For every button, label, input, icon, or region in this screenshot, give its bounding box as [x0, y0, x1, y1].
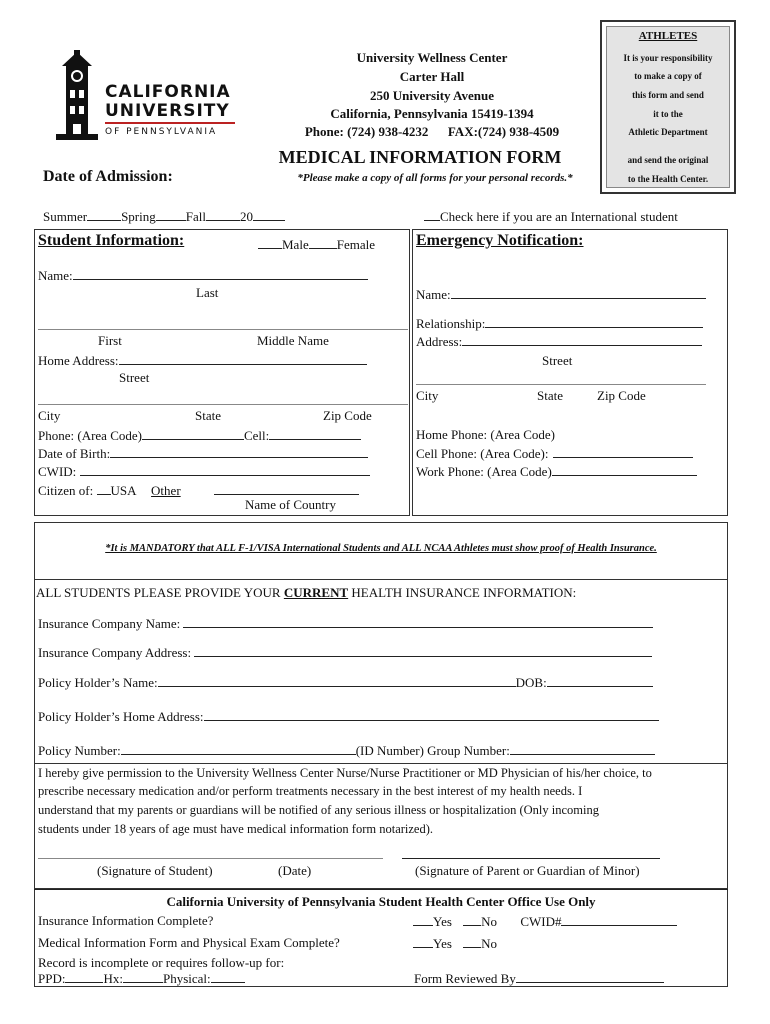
ins-company-name-field[interactable] — [183, 615, 653, 628]
student-name-row — [38, 267, 368, 284]
phone-label: Phone: (Area Code) — [38, 428, 142, 443]
athletes-l7: to the Health Center. — [627, 174, 709, 184]
international-check-blank[interactable] — [424, 208, 440, 221]
permission-l3: understand that my parents or guardians will be notified of any serious illness or hospitalization (Only incoming — [38, 803, 599, 817]
all-students-heading: ALL STUDENTS PLEASE PROVIDE YOUR CURRENT HEALTH INSURANCE INFORMATION: — [36, 585, 577, 600]
em-cell-phone-field[interactable] — [553, 445, 693, 458]
med-no-blank[interactable] — [463, 935, 481, 948]
form-title: MEDICAL INFORMATION FORM — [278, 147, 562, 167]
em-cell-phone-row — [416, 445, 693, 462]
header-line5: Phone: (724) 938-4232 FAX:(724) 938-4509 — [304, 124, 560, 139]
state-label: State — [195, 408, 221, 423]
holder-dob-label: DOB: — [515, 675, 547, 690]
cell-field[interactable] — [269, 427, 361, 440]
city-label: City — [38, 408, 61, 423]
other-label: Other — [151, 483, 181, 498]
em-home-phone-label: Home Phone: (Area Code) — [416, 427, 555, 442]
em-address-row — [416, 333, 702, 350]
summer-label: Summer — [43, 209, 88, 224]
ins-yes-label: Yes — [433, 914, 452, 929]
med-complete-options — [413, 935, 497, 952]
signature-student-label: (Signature of Student) — [97, 863, 213, 878]
em-address-divider — [416, 384, 706, 385]
athletes-notice-box — [600, 20, 736, 194]
spring-blank[interactable] — [156, 208, 186, 221]
em-work-phone-row — [416, 463, 697, 480]
athletes-l2: to make a copy of — [634, 71, 702, 81]
male-label: Male — [282, 237, 309, 252]
followup-row — [38, 970, 245, 987]
holder-name-row — [38, 674, 653, 691]
physical-label: Physical: — [162, 971, 211, 986]
incomplete-label: Record is incomplete or requires follow-up for: — [38, 955, 285, 970]
dob-row — [38, 445, 368, 462]
header-line3: 250 University Avenue — [370, 88, 494, 103]
med-no-label: No — [481, 936, 498, 951]
year-blank[interactable] — [253, 208, 285, 221]
athletes-title: ATHLETES — [638, 30, 698, 42]
header-line4: California, Pennsylvania 15419-1394 — [330, 106, 534, 121]
usa-blank[interactable] — [97, 482, 111, 495]
semester-row — [43, 208, 285, 225]
male-blank[interactable] — [258, 236, 282, 249]
logo-line2: UNIVERSITY — [105, 101, 230, 121]
permission-l2: prescribe necessary medication and/or perform treatments necessary in the best interest of my health needs. I — [38, 784, 583, 798]
ins-company-name-row — [38, 615, 653, 632]
em-name-row — [416, 286, 706, 303]
ins-company-address-label: Insurance Company Address: — [38, 645, 192, 660]
summer-blank[interactable] — [87, 208, 121, 221]
ins-no-label: No — [481, 914, 498, 929]
gender-row — [258, 236, 375, 253]
athletes-l3: this form and send — [632, 90, 704, 100]
athletes-l4: it to the — [653, 109, 683, 119]
ins-company-address-field[interactable] — [194, 644, 652, 657]
ins-complete-options — [413, 913, 677, 930]
country-field[interactable] — [214, 482, 359, 495]
ins-company-name-label: Insurance Company Name: — [38, 616, 181, 631]
ppd-field[interactable] — [65, 970, 103, 983]
home-address-label: Home Address: — [38, 353, 119, 368]
street-label: Street — [119, 370, 150, 385]
home-address-field[interactable] — [119, 352, 367, 365]
em-state-label: State — [537, 388, 563, 403]
em-address-field[interactable] — [462, 333, 702, 346]
group-number-field[interactable] — [510, 742, 655, 755]
international-row — [424, 208, 678, 225]
insurance-box — [34, 580, 728, 764]
last-label: Last — [196, 285, 219, 300]
em-cell-phone-label: Cell Phone: (Area Code): — [416, 446, 549, 461]
em-relationship-row — [416, 315, 703, 332]
reviewed-label: Form Reviewed By — [414, 971, 516, 986]
ins-company-address-row — [38, 644, 652, 661]
em-work-phone-label: Work Phone: (Area Code) — [416, 464, 552, 479]
usa-label: USA — [110, 483, 136, 498]
policy-number-field[interactable] — [121, 742, 356, 755]
med-yes-blank[interactable] — [413, 935, 433, 948]
phone-field[interactable] — [142, 427, 244, 440]
fall-blank[interactable] — [206, 208, 240, 221]
em-street-label: Street — [542, 353, 573, 368]
zip-label: Zip Code — [323, 408, 372, 423]
group-number-label: (ID Number) Group Number: — [355, 743, 510, 758]
hx-label: Hx: — [103, 971, 123, 986]
header-line2: Carter Hall — [399, 69, 465, 84]
holder-address-label: Policy Holder’s Home Address: — [38, 709, 204, 724]
em-city-label: City — [416, 388, 439, 403]
logo-rule — [105, 122, 235, 124]
permission-l1: I hereby give permission to the University Wellness Center Nurse/Nurse Practitioner or MD Physician of his/her choice, to — [38, 766, 652, 780]
holder-name-label: Policy Holder’s Name: — [38, 675, 158, 690]
dob-field[interactable] — [110, 445, 368, 458]
student-name-label: Name: — [38, 268, 73, 283]
ppd-label: PPD: — [38, 971, 66, 986]
holder-address-field[interactable] — [204, 708, 659, 721]
policy-number-row — [38, 742, 655, 759]
reviewed-row — [414, 970, 664, 987]
current-emphasis: CURRENT — [283, 585, 349, 600]
permission-l4: students under 18 years of age must have medical information form notarized). — [38, 822, 434, 836]
citizen-label: Citizen of: — [38, 483, 94, 498]
student-info-heading: Student Information: — [38, 232, 185, 249]
cwid-row — [38, 463, 370, 480]
spring-label: Spring — [121, 209, 156, 224]
first-label: First — [98, 333, 122, 348]
middle-name-label: Middle Name — [257, 333, 329, 348]
ins-complete-label: Insurance Information Complete? — [38, 913, 214, 928]
office-cwid-label: CWID# — [520, 914, 562, 929]
header-line1: University Wellness Center — [356, 50, 508, 65]
dob-label: Date of Birth: — [38, 446, 111, 461]
athletes-l1: It is your responsibility — [623, 53, 713, 63]
holder-name-field[interactable] — [158, 674, 516, 687]
physical-field[interactable] — [211, 970, 245, 983]
parent-signature-line[interactable] — [402, 858, 660, 859]
signature-parent-label: (Signature of Parent or Guardian of Minor) — [415, 863, 640, 878]
emergency-heading: Emergency Notification: — [416, 232, 584, 249]
international-label: Check here if you are an International student — [440, 209, 678, 224]
holder-address-row — [38, 708, 659, 725]
fall-label: Fall — [185, 209, 206, 224]
athletes-l5: Athletic Department — [628, 127, 708, 137]
office-top-rule — [34, 889, 728, 890]
date-of-admission-label: Date of Admission: — [43, 168, 173, 185]
address-divider — [38, 404, 408, 405]
ins-yes-blank[interactable] — [413, 913, 433, 926]
med-yes-label: Yes — [433, 936, 452, 951]
country-label: Name of Country — [245, 497, 336, 512]
cell-label: Cell: — [243, 428, 270, 443]
office-cwid-field[interactable] — [561, 913, 677, 926]
form-subtitle: *Please make a copy of all forms for your personal records.* — [297, 172, 573, 184]
female-label: Female — [336, 237, 375, 252]
hx-field[interactable] — [123, 970, 163, 983]
mandatory-notice: *It is MANDATORY that ALL F-1/VISA International Students and ALL NCAA Athletes must show proof of Health Insurance. — [105, 543, 657, 554]
office-use-heading: California University of Pennsylvania Student Health Center Office Use Only — [166, 894, 596, 909]
em-address-label: Address: — [416, 334, 463, 349]
em-name-label: Name: — [416, 287, 451, 302]
reviewed-field[interactable] — [516, 970, 664, 983]
em-relationship-field[interactable] — [485, 315, 703, 328]
logo-line3: OF PENNSYLVANIA — [105, 127, 218, 137]
athletes-l6: and send the original — [627, 155, 709, 165]
home-address-row — [38, 352, 367, 369]
female-blank[interactable] — [309, 236, 337, 249]
year-label: 20 — [239, 209, 253, 224]
ins-no-blank[interactable] — [463, 913, 481, 926]
student-name-field[interactable] — [73, 267, 368, 280]
cwid-label: CWID: — [38, 464, 77, 479]
em-name-field[interactable] — [451, 286, 706, 299]
em-relationship-label: Relationship: — [416, 316, 486, 331]
signature-date-label: (Date) — [278, 863, 312, 878]
holder-dob-field[interactable] — [547, 674, 653, 687]
policy-number-label: Policy Number: — [38, 743, 121, 758]
university-tower-logo — [52, 50, 102, 140]
med-complete-label: Medical Information Form and Physical Exam Complete? — [38, 935, 340, 950]
em-zip-label: Zip Code — [597, 388, 646, 403]
cwid-field[interactable] — [80, 463, 370, 476]
name-divider — [38, 329, 408, 330]
phone-row — [38, 427, 361, 444]
em-work-phone-field[interactable] — [552, 463, 697, 476]
logo-line1: CALIFORNIA — [105, 82, 231, 102]
student-signature-line[interactable] — [38, 858, 383, 859]
